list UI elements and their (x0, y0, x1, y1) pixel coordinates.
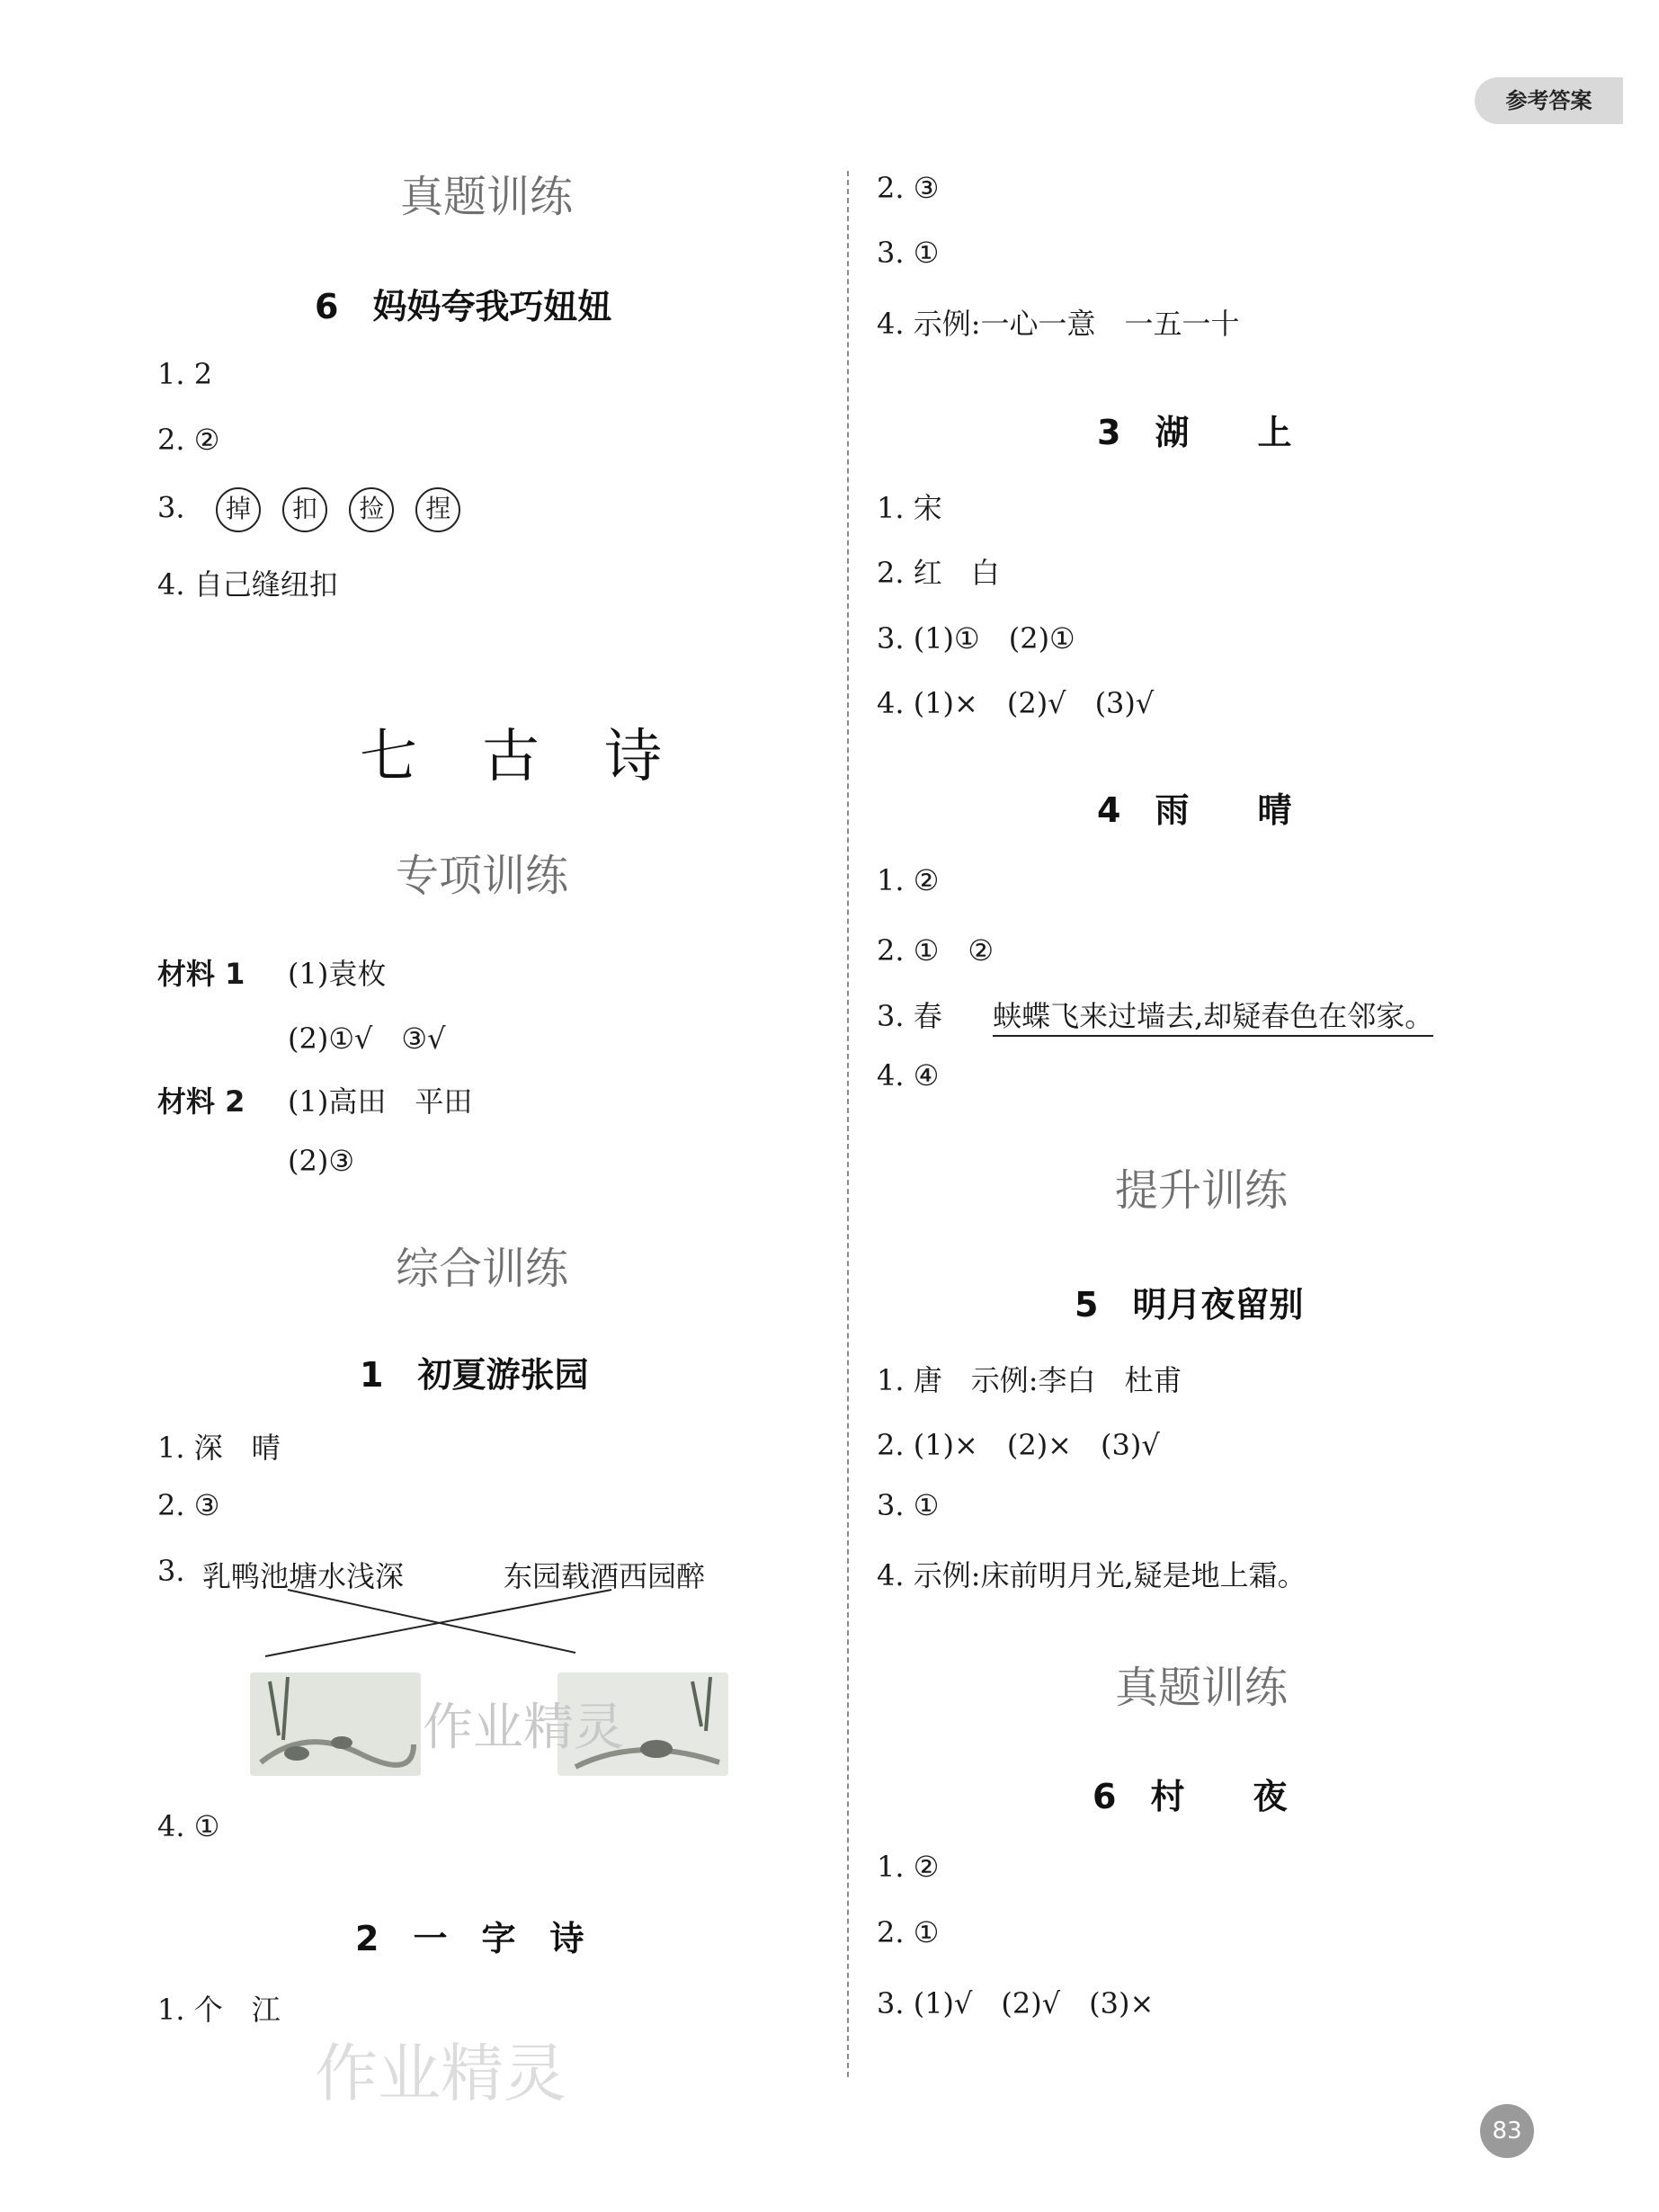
answer-line: 1. 深 晴 (157, 1431, 281, 1465)
answer-line: 2. ① ② (877, 933, 995, 968)
answer-key-tab: 参考答案 (1475, 77, 1623, 124)
lesson-title-6: 6 妈妈夸我巧妞妞 (315, 287, 612, 326)
material-label-2: 材料 2 (157, 1084, 245, 1119)
watermark-text: 作业精灵 (315, 2037, 566, 2110)
answer-line: 2. ③ (877, 171, 940, 205)
answer-line: 1. ② (877, 1850, 940, 1884)
circled-char: 捡 (349, 487, 394, 532)
poem-line-right: 东园载酒西园醉 (504, 1559, 706, 1593)
section-heading-zhenti: 真题训练 (400, 172, 574, 222)
lesson-title-5: 5 明月夜留别 (1075, 1285, 1304, 1325)
lesson-title-6-village: 6 村 夜 (1093, 1777, 1288, 1816)
answer-line: 4. ① (157, 1809, 220, 1843)
answer-line: 2. ① (877, 1915, 940, 1949)
lesson-title-3: 3 湖 上 (1097, 413, 1292, 452)
answer-line: 3. ① (877, 236, 940, 270)
answer-line: 2. ② (157, 423, 220, 457)
answer-line: 4. ④ (877, 1058, 940, 1093)
unit-title: 七 古 诗 (360, 724, 665, 790)
answer-line: (1)高田 平田 (288, 1084, 473, 1119)
answer-number: 3. (157, 1554, 185, 1588)
answer-line: 4. (1)× (2)√ (3)√ (877, 686, 1155, 720)
answer-line-circled (157, 487, 473, 532)
answer-line: (2)③ (288, 1144, 355, 1178)
answer-line: 1. 唐 示例:李白 杜甫 (877, 1363, 1182, 1397)
answer-line: 3. (1)√ (2)√ (3)× (877, 1986, 1155, 2020)
matching-illustration (153, 1583, 764, 1798)
answer-line: (2)①√ ③√ (288, 1021, 446, 1056)
column-divider (847, 171, 849, 2077)
ducks-pond-picture (250, 1672, 421, 1776)
lesson-title-2: 2 一 字 诗 (355, 1919, 584, 1958)
answer-line: 1. 个 江 (157, 1993, 281, 2027)
answer-line: 4. 自己缝纽扣 (157, 567, 338, 602)
lesson-title-1: 1 初夏游张园 (360, 1355, 589, 1395)
answer-line: 3. (1)① (2)① (877, 621, 1075, 656)
answer-line: 4. 示例:床前明月光,疑是地上霜。 (877, 1558, 1307, 1592)
poem-line-left: 乳鸭池塘水浅深 (202, 1559, 405, 1593)
answer-line: 1. 2 (157, 357, 213, 391)
section-heading-tisheng: 提升训练 (1115, 1165, 1289, 1216)
matching-line (265, 1590, 611, 1656)
answer-number: 3. (157, 490, 185, 525)
answer-line: 1. ② (877, 863, 940, 897)
page-number-badge: 83 (1480, 2104, 1534, 2158)
section-heading-zhuanxiang: 专项训练 (396, 851, 569, 901)
answer-line: 1. 宋 (877, 491, 942, 525)
section-heading-zhenti-2: 真题训练 (1115, 1663, 1289, 1713)
circled-char: 扣 (282, 487, 327, 532)
answer-line: 2. (1)× (2)× (3)√ (877, 1428, 1160, 1462)
lesson-title-4: 4 雨 晴 (1097, 790, 1292, 830)
answer-line: 4. 示例:一心一意 一五一十 (877, 307, 1240, 341)
material-label-1: 材料 1 (157, 957, 245, 991)
answer-line: 2. ③ (157, 1488, 220, 1522)
circled-char: 掉 (216, 487, 261, 532)
answer-line: 2. 红 白 (877, 556, 1000, 590)
answer-line (877, 994, 1433, 1035)
underlined-poem-line: 蛱蝶飞来过墙去,却疑春色在邻家。 (993, 999, 1433, 1037)
section-heading-zonghe: 综合训练 (396, 1244, 569, 1294)
circled-char: 捏 (415, 487, 460, 532)
answer-line: 3. ① (877, 1488, 940, 1522)
answer-prefix: 3. 春 (877, 999, 942, 1033)
answer-line: (1)袁枚 (288, 957, 387, 991)
watermark-text: 作业精灵 (423, 1699, 624, 1757)
